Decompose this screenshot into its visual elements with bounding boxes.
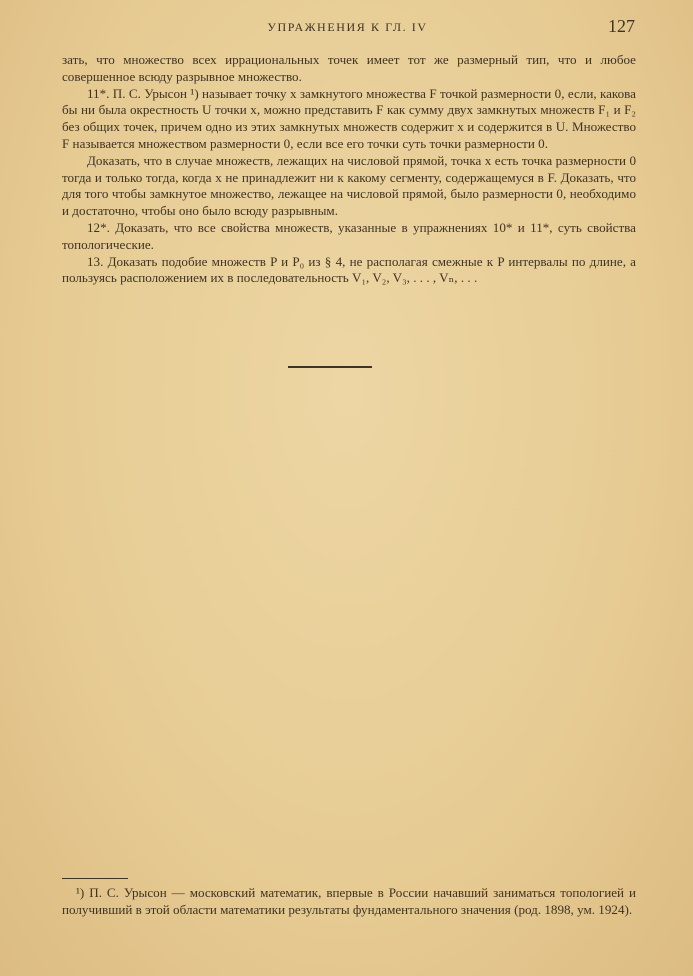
footnote-paragraph (62, 884, 636, 918)
exercise-11: 11*. П. С. Урысон ¹) называет точку x замкнутого множества F точкой размерности 0, если, какова бы ни была окрестность U точки x, можно представить F как сумму двух замкнутых множеств F₁ и F₂ без общих точек, причем одно из этих замкнутых множеств содержит x и содержится в U. Множество F называется множеством размерности 0, если все его точки суть точки размерности 0. (62, 85, 636, 151)
footnote-text: П. С. Урысон — московский математик, впервые в России начавший заниматься топологией и получивший в этой области математики результаты фундаментального значения (род. 1898, ум. 1924). (62, 885, 636, 917)
running-head (60, 16, 635, 36)
main-text (62, 52, 636, 287)
running-title: УПРАЖНЕНИЯ К ГЛ. IV (267, 20, 428, 34)
page-number: 127 (608, 16, 635, 36)
footnote-rule (62, 878, 128, 879)
section-end-rule (288, 366, 372, 368)
paragraph-continuation: зать, что множество всех иррациональных точек имеет тот же размерный тип, что и любое совершенное всюду разрывное множество. (62, 52, 636, 84)
footnote (62, 884, 636, 918)
exercise-13: 13. Доказать подобие множеств P и P₀ из § 4, не располагая смежные к P интервалы по длине, а пользуясь расположением их в последовательность V₁, V₂, V₃, . . . , Vₙ, . . . (62, 253, 636, 286)
exercise-11-task: Доказать, что в случае множеств, лежащих на числовой прямой, точка x есть точка размерности 0 тогда и только тогда, когда x не принадлежит ни к какому сегменту, содержащемуся в F. Доказать, что для того чтобы замкнутое множество, лежащее на числовой прямой, было размерности 0, необходимо и достаточно, чтобы оно было всюду разрывным. (62, 152, 636, 219)
exercise-12: 12*. Доказать, что все свойства множеств, указанные в упражнениях 10* и 11*, суть свойства топологические. (62, 219, 636, 252)
footnote-marker: ¹) (76, 885, 85, 900)
